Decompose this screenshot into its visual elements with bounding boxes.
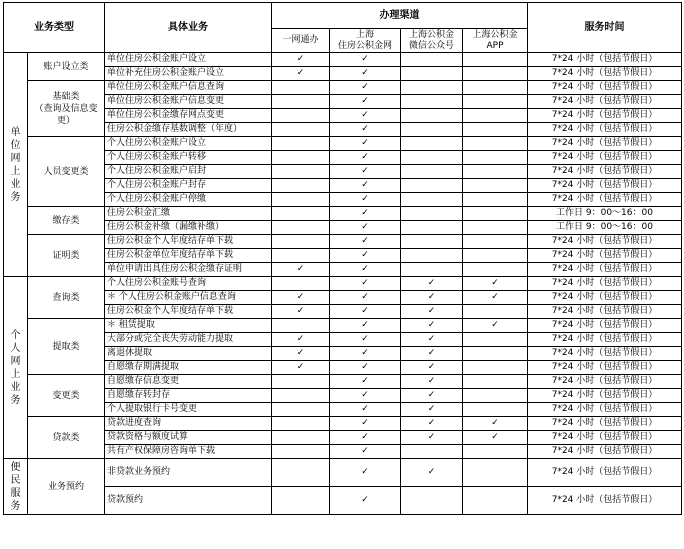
chk-wechat: ✓	[401, 417, 463, 431]
chk-yiwangtongban	[272, 277, 330, 291]
chk-website: ✓	[330, 249, 401, 263]
service-time: 7*24 小时（包括节假日）	[528, 193, 682, 207]
chk-website: ✓	[330, 347, 401, 361]
table-row	[4, 375, 682, 389]
table-row	[4, 221, 682, 235]
table-row	[4, 305, 682, 319]
service-time: 7*24 小时（包括节假日）	[528, 459, 682, 487]
service-time: 7*24 小时（包括节假日）	[528, 277, 682, 291]
business-name: 住房公积金单位年度结存单下载	[105, 249, 272, 263]
chk-app	[463, 361, 528, 375]
service-time: 7*24 小时（包括节假日）	[528, 165, 682, 179]
service-time: 7*24 小时（包括节假日）	[528, 319, 682, 333]
chk-website: ✓	[330, 193, 401, 207]
group-name: 个人网上业务	[4, 277, 28, 459]
chk-yiwangtongban: ✓	[272, 67, 330, 81]
service-time: 7*24 小时（包括节假日）	[528, 487, 682, 515]
service-time: 7*24 小时（包括节假日）	[528, 347, 682, 361]
chk-app	[463, 221, 528, 235]
chk-app	[463, 305, 528, 319]
table-row	[4, 123, 682, 137]
service-time: 7*24 小时（包括节假日）	[528, 151, 682, 165]
chk-app	[463, 137, 528, 151]
chk-website: ✓	[330, 95, 401, 109]
chk-app	[463, 263, 528, 277]
table-row	[4, 151, 682, 165]
chk-app	[463, 179, 528, 193]
chk-app	[463, 445, 528, 459]
chk-website: ✓	[330, 67, 401, 81]
service-time: 7*24 小时（包括节假日）	[528, 249, 682, 263]
chk-app	[463, 151, 528, 165]
service-time: 7*24 小时（包括节假日）	[528, 137, 682, 151]
channel-yiwangtongban: 一网通办	[272, 29, 330, 53]
business-name: 共有产权保障房咨询单下载	[105, 445, 272, 459]
chk-yiwangtongban	[272, 179, 330, 193]
chk-app	[463, 347, 528, 361]
chk-app	[463, 109, 528, 123]
business-name: 非贷款业务预约	[105, 459, 272, 487]
chk-yiwangtongban: ✓	[272, 53, 330, 67]
chk-wechat: ✓	[401, 459, 463, 487]
chk-wechat	[401, 445, 463, 459]
chk-website: ✓	[330, 207, 401, 221]
chk-wechat: ✓	[401, 333, 463, 347]
chk-wechat	[401, 137, 463, 151]
chk-wechat: ✓	[401, 319, 463, 333]
chk-app	[463, 487, 528, 515]
service-time: 7*24 小时（包括节假日）	[528, 109, 682, 123]
chk-wechat	[401, 179, 463, 193]
chk-wechat	[401, 207, 463, 221]
chk-yiwangtongban: ✓	[272, 263, 330, 277]
service-time: 7*24 小时（包括节假日）	[528, 417, 682, 431]
chk-yiwangtongban	[272, 319, 330, 333]
chk-website: ✓	[330, 179, 401, 193]
service-time: 7*24 小时（包括节假日）	[528, 95, 682, 109]
chk-yiwangtongban: ✓	[272, 347, 330, 361]
channel-wechat: 上海公积金 微信公众号	[401, 29, 463, 53]
chk-app: ✓	[463, 319, 528, 333]
subcategory-name: 账户设立类	[28, 53, 105, 81]
chk-app: ✓	[463, 277, 528, 291]
business-name: 住房公积金缴存基数调整（年度）	[105, 123, 272, 137]
service-time: 7*24 小时（包括节假日）	[528, 263, 682, 277]
chk-app	[463, 53, 528, 67]
table-row	[4, 263, 682, 277]
chk-website: ✓	[330, 123, 401, 137]
chk-website: ✓	[330, 319, 401, 333]
chk-wechat	[401, 151, 463, 165]
header-business-type: 业务类型	[4, 3, 105, 53]
chk-wechat	[401, 487, 463, 515]
service-time: 7*24 小时（包括节假日）	[528, 445, 682, 459]
header-channel: 办理渠道	[272, 3, 528, 29]
subcategory-name: 人员变更类	[28, 137, 105, 207]
subcategory-name: 变更类	[28, 375, 105, 417]
subcategory-name: 业务预约	[28, 459, 105, 515]
chk-app	[463, 207, 528, 221]
chk-website: ✓	[330, 151, 401, 165]
chk-yiwangtongban	[272, 221, 330, 235]
chk-website: ✓	[330, 263, 401, 277]
group-name: 便民服务	[4, 459, 28, 515]
service-time: 7*24 小时（包括节假日）	[528, 291, 682, 305]
chk-website: ✓	[330, 445, 401, 459]
chk-wechat	[401, 67, 463, 81]
chk-website: ✓	[330, 333, 401, 347]
chk-website: ✓	[330, 165, 401, 179]
table-row	[4, 403, 682, 417]
chk-yiwangtongban	[272, 137, 330, 151]
chk-app	[463, 95, 528, 109]
chk-website: ✓	[330, 53, 401, 67]
chk-wechat	[401, 249, 463, 263]
business-name: 住房公积金个人年度结存单下载	[105, 235, 272, 249]
business-name: 住房公积金补缴（漏缴补缴）	[105, 221, 272, 235]
table-row	[4, 193, 682, 207]
service-time: 7*24 小时（包括节假日）	[528, 235, 682, 249]
chk-yiwangtongban	[272, 389, 330, 403]
chk-app	[463, 375, 528, 389]
business-name: 住房公积金汇缴	[105, 207, 272, 221]
table-row	[4, 361, 682, 375]
chk-yiwangtongban: ✓	[272, 291, 330, 305]
chk-yiwangtongban	[272, 193, 330, 207]
chk-yiwangtongban	[272, 249, 330, 263]
business-name: 个人住房公积金账户启封	[105, 165, 272, 179]
chk-yiwangtongban	[272, 123, 330, 137]
channel-app: 上海公积金 APP	[463, 29, 528, 53]
chk-wechat	[401, 53, 463, 67]
chk-app	[463, 249, 528, 263]
chk-wechat	[401, 165, 463, 179]
chk-wechat	[401, 221, 463, 235]
table-row	[4, 389, 682, 403]
chk-app	[463, 123, 528, 137]
business-name: ＊ 个人住房公积金账户信息查询	[105, 291, 272, 305]
chk-website: ✓	[330, 277, 401, 291]
chk-website: ✓	[330, 221, 401, 235]
table-row	[4, 417, 682, 431]
chk-wechat: ✓	[401, 291, 463, 305]
service-time: 工作日 9：00～16：00	[528, 207, 682, 221]
subcategory-name: 提取类	[28, 319, 105, 375]
chk-app	[463, 459, 528, 487]
business-name: 住房公积金个人年度结存单下载	[105, 305, 272, 319]
chk-wechat	[401, 109, 463, 123]
service-time: 7*24 小时（包括节假日）	[528, 67, 682, 81]
chk-yiwangtongban	[272, 81, 330, 95]
chk-wechat	[401, 235, 463, 249]
business-name: 贷款预约	[105, 487, 272, 515]
chk-app: ✓	[463, 417, 528, 431]
service-time: 工作日 9：00～16：00	[528, 221, 682, 235]
chk-app	[463, 403, 528, 417]
table-row	[4, 165, 682, 179]
table-row	[4, 137, 682, 151]
business-name: 自愿缴存转封存	[105, 389, 272, 403]
subcategory-name: 基础类 （查询及信息变更）	[28, 81, 105, 137]
service-time: 7*24 小时（包括节假日）	[528, 333, 682, 347]
chk-app: ✓	[463, 291, 528, 305]
chk-wechat: ✓	[401, 361, 463, 375]
table-row	[4, 53, 682, 67]
service-time: 7*24 小时（包括节假日）	[528, 123, 682, 137]
table-row	[4, 291, 682, 305]
subcategory-name: 证明类	[28, 235, 105, 277]
business-name: 单位住房公积金账户信息查询	[105, 81, 272, 95]
chk-website: ✓	[330, 305, 401, 319]
chk-yiwangtongban	[272, 431, 330, 445]
service-time: 7*24 小时（包括节假日）	[528, 53, 682, 67]
table-row	[4, 67, 682, 81]
chk-app	[463, 333, 528, 347]
table-row	[4, 431, 682, 445]
chk-yiwangtongban: ✓	[272, 305, 330, 319]
chk-website: ✓	[330, 487, 401, 515]
chk-wechat: ✓	[401, 347, 463, 361]
chk-app: ✓	[463, 431, 528, 445]
chk-app	[463, 389, 528, 403]
service-time: 7*24 小时（包括节假日）	[528, 361, 682, 375]
business-name: 个人提取银行卡号变更	[105, 403, 272, 417]
table-row	[4, 319, 682, 333]
service-time: 7*24 小时（包括节假日）	[528, 81, 682, 95]
chk-wechat	[401, 123, 463, 137]
chk-wechat: ✓	[401, 403, 463, 417]
chk-website: ✓	[330, 375, 401, 389]
business-name: 自愿缴存信息变更	[105, 375, 272, 389]
table-row	[4, 333, 682, 347]
table-row	[4, 95, 682, 109]
business-name: 离退休提取	[105, 347, 272, 361]
business-name: 贷款进度查询	[105, 417, 272, 431]
table-row	[4, 81, 682, 95]
business-name: 个人住房公积金账户转移	[105, 151, 272, 165]
service-time: 7*24 小时（包括节假日）	[528, 403, 682, 417]
business-name: 单位申请出具住房公积金缴存证明	[105, 263, 272, 277]
chk-website: ✓	[330, 109, 401, 123]
business-name: 个人住房公积金账户停缴	[105, 193, 272, 207]
chk-website: ✓	[330, 137, 401, 151]
header-specific-business: 具体业务	[105, 3, 272, 53]
chk-yiwangtongban	[272, 375, 330, 389]
chk-website: ✓	[330, 389, 401, 403]
chk-yiwangtongban	[272, 95, 330, 109]
chk-wechat	[401, 81, 463, 95]
chk-wechat	[401, 263, 463, 277]
business-name: 贷款资格与额度试算	[105, 431, 272, 445]
chk-wechat: ✓	[401, 375, 463, 389]
business-name: 个人住房公积金账户设立	[105, 137, 272, 151]
table-row	[4, 109, 682, 123]
business-name: 个人住房公积金账号查询	[105, 277, 272, 291]
chk-yiwangtongban	[272, 151, 330, 165]
business-name: 单位住房公积金缴存网点变更	[105, 109, 272, 123]
table-row	[4, 207, 682, 221]
chk-wechat	[401, 95, 463, 109]
business-name: 自愿缴存期满提取	[105, 361, 272, 375]
service-table	[3, 2, 682, 515]
chk-website: ✓	[330, 361, 401, 375]
service-time: 7*24 小时（包括节假日）	[528, 305, 682, 319]
table-body	[4, 53, 682, 515]
group-name: 单位网上业务	[4, 53, 28, 277]
chk-website: ✓	[330, 291, 401, 305]
subcategory-name: 查询类	[28, 277, 105, 319]
table-row	[4, 179, 682, 193]
chk-website: ✓	[330, 81, 401, 95]
table-row	[4, 445, 682, 459]
chk-wechat: ✓	[401, 389, 463, 403]
chk-yiwangtongban	[272, 445, 330, 459]
business-name: ＊ 租赁提取	[105, 319, 272, 333]
chk-website: ✓	[330, 431, 401, 445]
chk-app	[463, 193, 528, 207]
business-name: 单位补充住房公积金账户设立	[105, 67, 272, 81]
chk-yiwangtongban	[272, 235, 330, 249]
chk-website: ✓	[330, 403, 401, 417]
channel-website: 上海 住房公积金网	[330, 29, 401, 53]
chk-website: ✓	[330, 417, 401, 431]
service-time: 7*24 小时（包括节假日）	[528, 431, 682, 445]
table-row	[4, 277, 682, 291]
chk-app	[463, 67, 528, 81]
chk-wechat	[401, 193, 463, 207]
chk-yiwangtongban	[272, 487, 330, 515]
chk-wechat: ✓	[401, 305, 463, 319]
chk-app	[463, 81, 528, 95]
service-time: 7*24 小时（包括节假日）	[528, 179, 682, 193]
table-row	[4, 487, 682, 515]
subcategory-name: 缴存类	[28, 207, 105, 235]
business-name: 个人住房公积金账户封存	[105, 179, 272, 193]
table-row	[4, 249, 682, 263]
business-name: 大部分或完全丧失劳动能力提取	[105, 333, 272, 347]
chk-yiwangtongban	[272, 207, 330, 221]
subcategory-name: 贷款类	[28, 417, 105, 459]
chk-yiwangtongban	[272, 459, 330, 487]
chk-yiwangtongban	[272, 403, 330, 417]
table-row	[4, 459, 682, 487]
business-name: 单位住房公积金账户设立	[105, 53, 272, 67]
chk-website: ✓	[330, 459, 401, 487]
chk-website: ✓	[330, 235, 401, 249]
chk-yiwangtongban: ✓	[272, 361, 330, 375]
header-service-time: 服务时间	[528, 3, 682, 53]
chk-wechat: ✓	[401, 431, 463, 445]
chk-yiwangtongban	[272, 165, 330, 179]
chk-yiwangtongban	[272, 109, 330, 123]
table-row	[4, 235, 682, 249]
chk-yiwangtongban	[272, 417, 330, 431]
service-time: 7*24 小时（包括节假日）	[528, 375, 682, 389]
service-time: 7*24 小时（包括节假日）	[528, 389, 682, 403]
chk-wechat: ✓	[401, 277, 463, 291]
table-row	[4, 347, 682, 361]
business-name: 单位住房公积金账户信息变更	[105, 95, 272, 109]
chk-app	[463, 235, 528, 249]
chk-yiwangtongban: ✓	[272, 333, 330, 347]
chk-app	[463, 165, 528, 179]
